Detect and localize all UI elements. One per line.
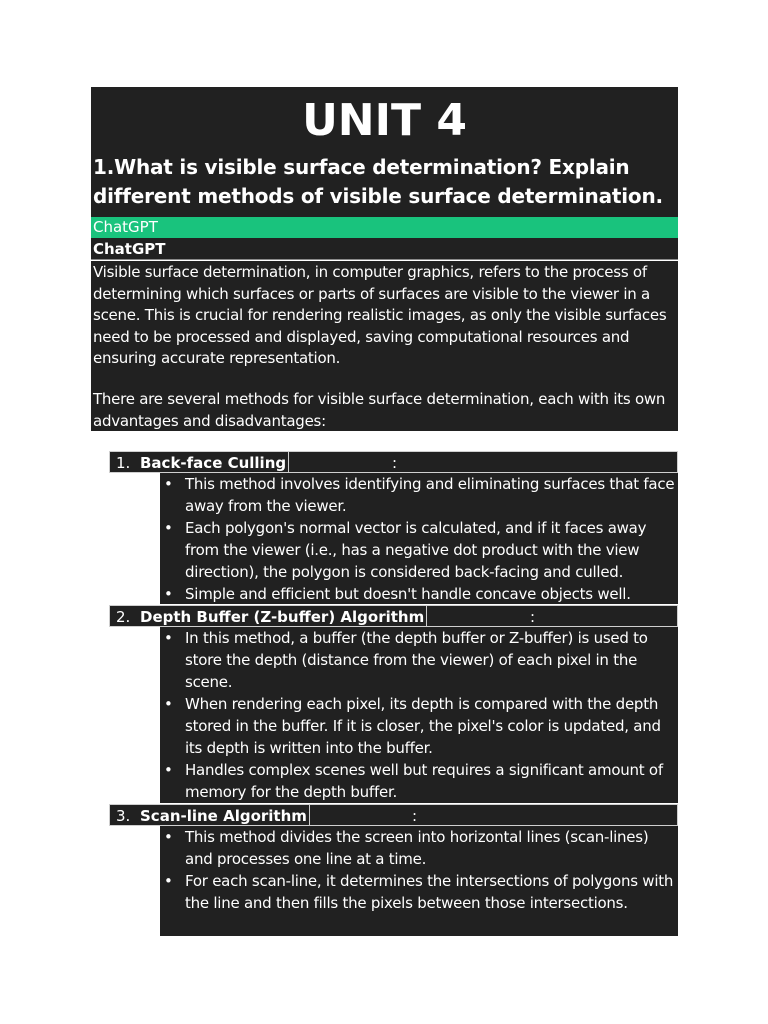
list-item: • For each scan-line, it determines the intersections of polygons with the line and then fills the pixels between those intersections. — [164, 872, 674, 912]
unit-title: UNIT 4 — [302, 95, 467, 146]
method-bullets-3 — [160, 826, 678, 936]
method-title: Depth Buffer (Z-buffer) Algorithm — [140, 606, 427, 628]
list-item: • This method divides the screen into horizontal lines (scan-lines) and processes one line at a time. — [164, 828, 649, 868]
method-colon: : — [530, 608, 536, 626]
bullet-icon: • — [164, 519, 173, 537]
bullet-icon: • — [164, 828, 173, 846]
method-number: 3. — [116, 807, 131, 825]
method-number: 2. — [116, 608, 131, 626]
method-colon: : — [392, 454, 398, 472]
method-title: Back-face Culling — [140, 452, 289, 474]
bullet-icon: • — [164, 695, 173, 713]
method-row-1 — [109, 451, 678, 473]
list-item: • Simple and efficient but doesn't handle concave objects well. — [164, 585, 631, 603]
list-item: • This method involves identifying and eliminating surfaces that face away from the viewer. — [164, 475, 675, 515]
bullet-icon: • — [164, 585, 173, 603]
intro-block — [91, 261, 678, 431]
method-row-3 — [109, 804, 678, 826]
chatgpt-bar: ChatGPT — [91, 217, 678, 238]
chatgpt-label: ChatGPT — [91, 238, 678, 260]
method-colon: : — [412, 807, 418, 825]
question-heading: 1.What is visible surface determination? Explain different methods of visible surface determination. — [93, 155, 663, 208]
bullet-icon: • — [164, 872, 173, 890]
list-item: • When rendering each pixel, its depth is compared with the depth stored in the buffer. If it is closer, the pixel's color is updated, and its depth is written into the buffer. — [164, 695, 661, 757]
intro-paragraph-1: Visible surface determination, in computer graphics, refers to the process of determining which surfaces or parts of surfaces are visible to the viewer in a scene. This is crucial for rendering realistic images, as only the visible surfaces need to be processed and displayed, saving computational resources and ensuring accurate representation. — [93, 263, 667, 368]
list-item: • Each polygon's normal vector is calculated, and if it faces away from the viewer (i.e., has a negative dot product with the view direction), the polygon is considered back-facing and culled. — [164, 519, 647, 581]
bullet-icon: • — [164, 761, 173, 779]
bullet-icon: • — [164, 629, 173, 647]
method-title: Scan-line Algorithm — [140, 805, 310, 827]
list-item: • Handles complex scenes well but requires a significant amount of memory for the depth buffer. — [164, 761, 663, 801]
method-number: 1. — [116, 454, 131, 472]
method-bullets-1 — [160, 473, 678, 604]
bullet-icon: • — [164, 475, 173, 493]
header-block — [91, 87, 678, 217]
method-row-2 — [109, 605, 678, 627]
method-bullets-2 — [160, 627, 678, 803]
list-item: • In this method, a buffer (the depth buffer or Z-buffer) is used to store the depth (distance from the viewer) of each pixel in the scene. — [164, 629, 648, 691]
intro-paragraph-2: There are several methods for visible surface determination, each with its own advantages and disadvantages: — [93, 389, 666, 430]
